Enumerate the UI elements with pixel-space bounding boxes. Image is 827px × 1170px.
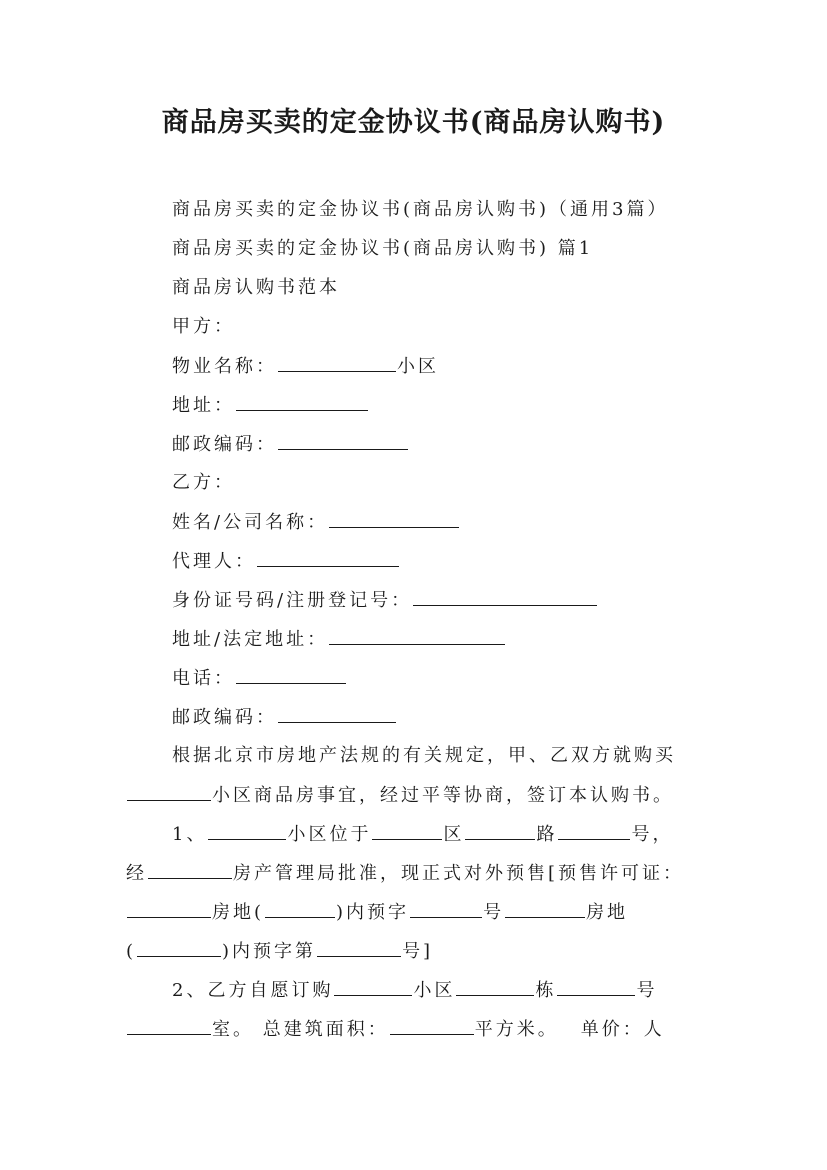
blank-field [208,823,286,840]
blank-field [413,589,597,606]
clause-2: 2、乙方自愿订购 小区 栋 号 [172,980,658,1001]
blank-field [127,784,211,801]
blank-field [329,628,505,645]
blank-field [236,394,368,411]
party-b-label: 乙方： [172,472,235,493]
section-heading: 商品房买卖的定金协议书(商品房认购书) 篇1 [172,238,594,259]
paragraph-intro-cont: 小区商品房事宜，经过平等协商，签订本认购书。 [126,784,674,807]
blank-field [127,901,211,918]
blank-field [557,979,635,996]
clause-1-cont-1: 经 房产管理局批准，现正式对外预售[预售许可证： [126,863,685,884]
blank-field [456,979,534,996]
blank-field [558,823,630,840]
address-line: 地址： [172,394,369,417]
blank-field [410,901,482,918]
blank-field [334,979,412,996]
subtitle-line: 商品房买卖的定金协议书(商品房认购书)（通用3篇） [172,199,669,220]
document-title: 商品房买卖的定金协议书(商品房认购书) [161,107,666,138]
clause-1-cont-3: ( )内预字第 号] [126,941,434,962]
agent-line: 代理人： [172,550,400,573]
blank-field [372,823,442,840]
property-name-line: 物业名称： 小区 [172,356,439,377]
postcode-line: 邮政编码： [172,433,409,456]
blank-field [137,940,221,957]
blank-field [265,901,335,918]
phone-line: 电话： [172,667,347,690]
blank-field [317,940,401,957]
legal-address-line: 地址/法定地址： [172,628,506,651]
blank-field [465,823,535,840]
id-number-line: 身份证号码/注册登记号： [172,589,598,612]
name-company-line: 姓名/公司名称： [172,511,460,534]
postcode-line-b: 邮政编码： [172,706,397,729]
blank-field [148,862,232,879]
clause-2-cont: 室。 总建筑面积： 平方米。 单价：人 [126,1018,665,1041]
clause-1-cont-2: 房地( )内预字 号 房地 [126,901,628,924]
blank-field [236,667,346,684]
blank-field [505,901,585,918]
paragraph-intro: 根据北京市房地产法规的有关规定，甲、乙双方就购买 [172,745,676,766]
blank-field [127,1018,211,1035]
blank-field [257,550,399,567]
blank-field [278,706,396,723]
blank-field [390,1018,474,1035]
template-heading: 商品房认购书范本 [172,277,340,298]
blank-field [329,511,459,528]
blank-field [278,355,396,372]
party-a-label: 甲方： [172,316,235,337]
clause-1: 1、 小区位于 区 路 号， [172,824,674,845]
blank-field [278,433,408,450]
